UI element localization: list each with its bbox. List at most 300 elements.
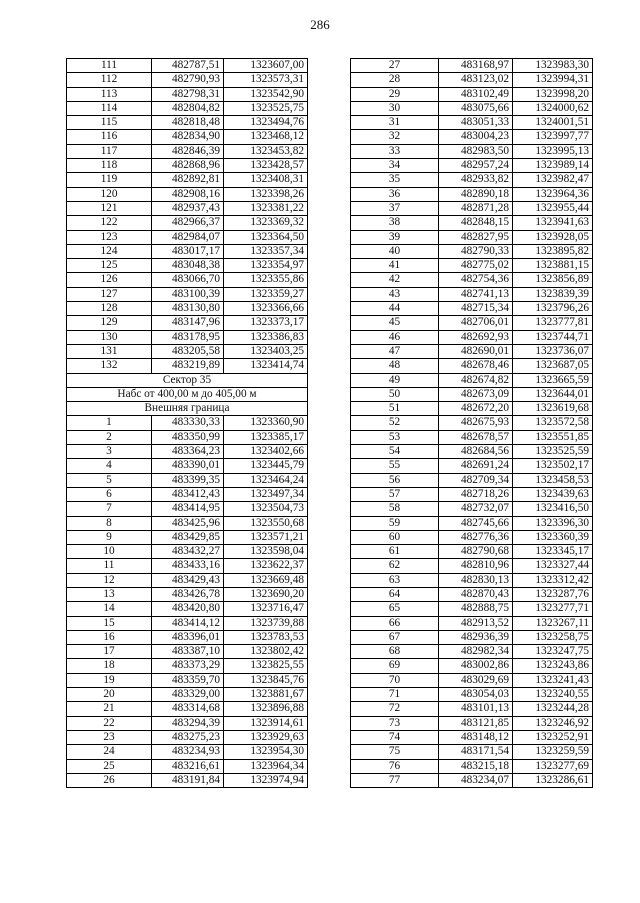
- table-row: [351, 373, 593, 387]
- table-row: [351, 416, 593, 430]
- x-coordinate: 482675,93: [439, 416, 513, 430]
- table-row: [67, 73, 308, 87]
- point-number: 47: [351, 344, 439, 358]
- table-row: [351, 144, 593, 158]
- y-coordinate: 1323373,17: [224, 316, 308, 330]
- point-number: 132: [67, 359, 152, 373]
- table-row: [351, 645, 593, 659]
- point-number: 36: [351, 187, 439, 201]
- y-coordinate: 1323622,37: [224, 559, 308, 573]
- x-coordinate: 482787,51: [152, 59, 224, 73]
- y-coordinate: 1323665,59: [513, 373, 593, 387]
- y-coordinate: 1323928,05: [513, 230, 593, 244]
- y-coordinate: 1323354,97: [224, 259, 308, 273]
- table-row: [67, 702, 308, 716]
- x-coordinate: 482827,95: [439, 230, 513, 244]
- table-row: [351, 330, 593, 344]
- point-number: 128: [67, 302, 152, 316]
- point-number: 63: [351, 573, 439, 587]
- table-row: [67, 559, 308, 573]
- point-number: 121: [67, 201, 152, 215]
- point-number: 113: [67, 87, 152, 101]
- table-row: [67, 688, 308, 702]
- y-coordinate: 1323644,01: [513, 387, 593, 401]
- table-row: [67, 587, 308, 601]
- table-row: [67, 59, 308, 73]
- y-coordinate: 1323687,05: [513, 359, 593, 373]
- table-row: [67, 144, 308, 158]
- y-coordinate: 1323598,04: [224, 545, 308, 559]
- y-coordinate: 1323360,90: [224, 416, 308, 430]
- point-number: 4: [67, 459, 152, 473]
- point-number: 58: [351, 502, 439, 516]
- y-coordinate: 1323246,92: [513, 716, 593, 730]
- table-row: [351, 487, 593, 501]
- y-coordinate: 1323571,21: [224, 530, 308, 544]
- point-number: 57: [351, 487, 439, 501]
- point-number: 62: [351, 559, 439, 573]
- table-row: [67, 216, 308, 230]
- table-row: [351, 759, 593, 773]
- y-coordinate: 1323445,79: [224, 459, 308, 473]
- point-number: 23: [67, 730, 152, 744]
- x-coordinate: 482848,15: [439, 216, 513, 230]
- x-coordinate: 483130,80: [152, 302, 224, 316]
- table-row: [351, 659, 593, 673]
- y-coordinate: 1323267,11: [513, 616, 593, 630]
- point-number: 126: [67, 273, 152, 287]
- y-coordinate: 1323240,55: [513, 688, 593, 702]
- x-coordinate: 483100,39: [152, 287, 224, 301]
- table-row: [351, 230, 593, 244]
- table-row: [67, 516, 308, 530]
- x-coordinate: 483364,23: [152, 445, 224, 459]
- point-number: 21: [67, 702, 152, 716]
- point-number: 53: [351, 430, 439, 444]
- x-coordinate: 483414,12: [152, 616, 224, 630]
- point-number: 25: [67, 759, 152, 773]
- y-coordinate: 1323525,75: [224, 101, 308, 115]
- table-row: [67, 173, 308, 187]
- x-coordinate: 483215,18: [439, 759, 513, 773]
- point-number: 68: [351, 645, 439, 659]
- x-coordinate: 483329,00: [152, 688, 224, 702]
- y-coordinate: 1323839,39: [513, 287, 593, 301]
- x-coordinate: 482745,66: [439, 516, 513, 530]
- point-number: 41: [351, 259, 439, 273]
- x-coordinate: 482937,43: [152, 201, 224, 215]
- point-number: 54: [351, 445, 439, 459]
- x-coordinate: 483168,97: [439, 59, 513, 73]
- x-coordinate: 483054,03: [439, 688, 513, 702]
- point-number: 61: [351, 545, 439, 559]
- x-coordinate: 482790,93: [152, 73, 224, 87]
- y-coordinate: 1323312,42: [513, 573, 593, 587]
- table-row: [67, 344, 308, 358]
- x-coordinate: 483148,12: [439, 730, 513, 744]
- point-number: 8: [67, 516, 152, 530]
- table-row: [67, 487, 308, 501]
- point-number: 117: [67, 144, 152, 158]
- boundary-title-row: [67, 402, 308, 416]
- y-coordinate: 1323998,20: [513, 87, 593, 101]
- x-coordinate: 483147,96: [152, 316, 224, 330]
- x-coordinate: 482741,13: [439, 287, 513, 301]
- y-coordinate: 1323464,24: [224, 473, 308, 487]
- point-number: 46: [351, 330, 439, 344]
- y-coordinate: 1323359,27: [224, 287, 308, 301]
- x-coordinate: 483414,95: [152, 502, 224, 516]
- x-coordinate: 483396,01: [152, 630, 224, 644]
- point-number: 74: [351, 730, 439, 744]
- y-coordinate: 1323982,47: [513, 173, 593, 187]
- table-row: [351, 287, 593, 301]
- point-number: 19: [67, 673, 152, 687]
- y-coordinate: 1323416,50: [513, 502, 593, 516]
- point-number: 38: [351, 216, 439, 230]
- point-number: 3: [67, 445, 152, 459]
- page-number: 286: [310, 17, 330, 32]
- table-row: [351, 616, 593, 630]
- x-coordinate: 482798,31: [152, 87, 224, 101]
- point-number: 127: [67, 287, 152, 301]
- x-coordinate: 483330,33: [152, 416, 224, 430]
- point-number: 42: [351, 273, 439, 287]
- point-number: 30: [351, 101, 439, 115]
- table-row: [67, 630, 308, 644]
- y-coordinate: 1323396,30: [513, 516, 593, 530]
- point-number: 119: [67, 173, 152, 187]
- point-number: 118: [67, 159, 152, 173]
- x-coordinate: 482818,48: [152, 116, 224, 130]
- y-coordinate: 1323468,12: [224, 130, 308, 144]
- point-number: 48: [351, 359, 439, 373]
- point-number: 28: [351, 73, 439, 87]
- table-row: [67, 116, 308, 130]
- point-number: 59: [351, 516, 439, 530]
- table-row: [67, 445, 308, 459]
- y-coordinate: 1323941,63: [513, 216, 593, 230]
- y-coordinate: 1323366,66: [224, 302, 308, 316]
- point-number: 20: [67, 688, 152, 702]
- point-number: 37: [351, 201, 439, 215]
- table-row: [351, 773, 593, 787]
- point-number: 2: [67, 430, 152, 444]
- sector-range: Набс от 400,00 м до 405,00 м: [67, 387, 308, 401]
- table-row: [67, 230, 308, 244]
- table-row: [67, 659, 308, 673]
- table-row: [351, 116, 593, 130]
- point-number: 123: [67, 230, 152, 244]
- point-number: 51: [351, 402, 439, 416]
- x-coordinate: 483234,07: [439, 773, 513, 787]
- x-coordinate: 483425,96: [152, 516, 224, 530]
- point-number: 11: [67, 559, 152, 573]
- table-row: [67, 101, 308, 115]
- x-coordinate: 483205,58: [152, 344, 224, 358]
- x-coordinate: 482830,13: [439, 573, 513, 587]
- table-row: [67, 359, 308, 373]
- table-row: [67, 187, 308, 201]
- point-number: 17: [67, 645, 152, 659]
- y-coordinate: 1323896,88: [224, 702, 308, 716]
- x-coordinate: 482754,36: [439, 273, 513, 287]
- y-coordinate: 1323542,90: [224, 87, 308, 101]
- table-row: [67, 759, 308, 773]
- point-number: 40: [351, 244, 439, 258]
- table-row: [351, 630, 593, 644]
- y-coordinate: 1323525,59: [513, 445, 593, 459]
- y-coordinate: 1323385,17: [224, 430, 308, 444]
- sector-title: Сектор 35: [67, 373, 308, 387]
- point-number: 66: [351, 616, 439, 630]
- x-coordinate: 482810,96: [439, 559, 513, 573]
- y-coordinate: 1323403,25: [224, 344, 308, 358]
- y-coordinate: 1323955,44: [513, 201, 593, 215]
- x-coordinate: 482709,34: [439, 473, 513, 487]
- x-coordinate: 482892,81: [152, 173, 224, 187]
- x-coordinate: 482908,16: [152, 187, 224, 201]
- point-number: 72: [351, 702, 439, 716]
- table-row: [67, 545, 308, 559]
- x-coordinate: 482732,07: [439, 502, 513, 516]
- table-row: [67, 459, 308, 473]
- point-number: 35: [351, 173, 439, 187]
- y-coordinate: 1323881,15: [513, 259, 593, 273]
- point-number: 26: [67, 773, 152, 787]
- table-row: [351, 688, 593, 702]
- sector-range-row: [67, 387, 308, 401]
- table-row: [351, 545, 593, 559]
- table-row: [67, 716, 308, 730]
- table-row: [67, 416, 308, 430]
- point-number: 56: [351, 473, 439, 487]
- point-number: 16: [67, 630, 152, 644]
- x-coordinate: 482982,34: [439, 645, 513, 659]
- y-coordinate: 1323414,74: [224, 359, 308, 373]
- point-number: 6: [67, 487, 152, 501]
- point-number: 76: [351, 759, 439, 773]
- point-number: 39: [351, 230, 439, 244]
- table-row: [351, 73, 593, 87]
- y-coordinate: 1323619,68: [513, 402, 593, 416]
- x-coordinate: 482870,43: [439, 587, 513, 601]
- x-coordinate: 483359,70: [152, 673, 224, 687]
- x-coordinate: 482871,28: [439, 201, 513, 215]
- table-row: [67, 259, 308, 273]
- x-coordinate: 483102,49: [439, 87, 513, 101]
- sector-title-row: [67, 373, 308, 387]
- x-coordinate: 483433,16: [152, 559, 224, 573]
- boundary-title: Внешняя граница: [67, 402, 308, 416]
- table-row: [351, 473, 593, 487]
- y-coordinate: 1323964,36: [513, 187, 593, 201]
- y-coordinate: 1323895,82: [513, 244, 593, 258]
- x-coordinate: 483004,23: [439, 130, 513, 144]
- table-row: [351, 730, 593, 744]
- point-number: 44: [351, 302, 439, 316]
- point-number: 69: [351, 659, 439, 673]
- y-coordinate: 1323357,34: [224, 244, 308, 258]
- x-coordinate: 482834,90: [152, 130, 224, 144]
- y-coordinate: 1323364,50: [224, 230, 308, 244]
- table-row: [67, 430, 308, 444]
- y-coordinate: 1323974,94: [224, 773, 308, 787]
- x-coordinate: 482718,26: [439, 487, 513, 501]
- point-number: 75: [351, 745, 439, 759]
- y-coordinate: 1323690,20: [224, 587, 308, 601]
- point-number: 7: [67, 502, 152, 516]
- table-row: [67, 645, 308, 659]
- x-coordinate: 482692,93: [439, 330, 513, 344]
- x-coordinate: 483429,85: [152, 530, 224, 544]
- point-number: 27: [351, 59, 439, 73]
- point-number: 67: [351, 630, 439, 644]
- x-coordinate: 483075,66: [439, 101, 513, 115]
- x-coordinate: 483123,02: [439, 73, 513, 87]
- x-coordinate: 482936,39: [439, 630, 513, 644]
- y-coordinate: 1323428,57: [224, 159, 308, 173]
- point-number: 50: [351, 387, 439, 401]
- table-row: [67, 473, 308, 487]
- y-coordinate: 1323360,39: [513, 530, 593, 544]
- point-number: 33: [351, 144, 439, 158]
- table-row: [67, 330, 308, 344]
- x-coordinate: 482691,24: [439, 459, 513, 473]
- point-number: 131: [67, 344, 152, 358]
- x-coordinate: 483426,78: [152, 587, 224, 601]
- table-row: [351, 430, 593, 444]
- point-number: 34: [351, 159, 439, 173]
- x-coordinate: 482983,50: [439, 144, 513, 158]
- point-number: 111: [67, 59, 152, 73]
- table-row: [67, 201, 308, 215]
- y-coordinate: 1323243,86: [513, 659, 593, 673]
- table-row: [67, 773, 308, 787]
- point-number: 43: [351, 287, 439, 301]
- y-coordinate: 1323989,14: [513, 159, 593, 173]
- table-row: [351, 101, 593, 115]
- table-row: [351, 745, 593, 759]
- table-row: [67, 273, 308, 287]
- point-number: 24: [67, 745, 152, 759]
- y-coordinate: 1323914,61: [224, 716, 308, 730]
- point-number: 22: [67, 716, 152, 730]
- x-coordinate: 483178,95: [152, 330, 224, 344]
- y-coordinate: 1323825,55: [224, 659, 308, 673]
- y-coordinate: 1323964,34: [224, 759, 308, 773]
- table-row: [351, 673, 593, 687]
- y-coordinate: 1323277,69: [513, 759, 593, 773]
- x-coordinate: 482706,01: [439, 316, 513, 330]
- point-number: 124: [67, 244, 152, 258]
- point-number: 71: [351, 688, 439, 702]
- y-coordinate: 1323802,42: [224, 645, 308, 659]
- x-coordinate: 482674,82: [439, 373, 513, 387]
- point-number: 13: [67, 587, 152, 601]
- point-number: 125: [67, 259, 152, 273]
- x-coordinate: 482776,36: [439, 530, 513, 544]
- y-coordinate: 1323983,30: [513, 59, 593, 73]
- x-coordinate: 483191,84: [152, 773, 224, 787]
- table-row: [67, 673, 308, 687]
- table-row: [351, 316, 593, 330]
- y-coordinate: 1323783,53: [224, 630, 308, 644]
- y-coordinate: 1323241,43: [513, 673, 593, 687]
- x-coordinate: 483390,01: [152, 459, 224, 473]
- point-number: 129: [67, 316, 152, 330]
- point-number: 14: [67, 602, 152, 616]
- table-row: [67, 745, 308, 759]
- y-coordinate: 1324000,62: [513, 101, 593, 115]
- x-coordinate: 483412,43: [152, 487, 224, 501]
- y-coordinate: 1323259,59: [513, 745, 593, 759]
- table-row: [351, 359, 593, 373]
- table-row: [351, 87, 593, 101]
- x-coordinate: 482678,46: [439, 359, 513, 373]
- x-coordinate: 483029,69: [439, 673, 513, 687]
- x-coordinate: 483051,33: [439, 116, 513, 130]
- table-row: [351, 502, 593, 516]
- x-coordinate: 482888,75: [439, 602, 513, 616]
- y-coordinate: 1323286,61: [513, 773, 593, 787]
- x-coordinate: 482890,18: [439, 187, 513, 201]
- x-coordinate: 482673,09: [439, 387, 513, 401]
- point-number: 73: [351, 716, 439, 730]
- coordinates-table-left: [66, 58, 308, 788]
- y-coordinate: 1323796,26: [513, 302, 593, 316]
- table-row: [67, 730, 308, 744]
- y-coordinate: 1323845,76: [224, 673, 308, 687]
- y-coordinate: 1323994,31: [513, 73, 593, 87]
- table-row: [351, 559, 593, 573]
- point-number: 5: [67, 473, 152, 487]
- x-coordinate: 482672,20: [439, 402, 513, 416]
- table-row: [351, 59, 593, 73]
- y-coordinate: 1323997,77: [513, 130, 593, 144]
- table-row: [351, 573, 593, 587]
- point-number: 45: [351, 316, 439, 330]
- y-coordinate: 1323386,83: [224, 330, 308, 344]
- y-coordinate: 1323369,32: [224, 216, 308, 230]
- point-number: 115: [67, 116, 152, 130]
- y-coordinate: 1323669,48: [224, 573, 308, 587]
- x-coordinate: 483121,85: [439, 716, 513, 730]
- table-row: [351, 602, 593, 616]
- table-row: [67, 602, 308, 616]
- y-coordinate: 1323345,17: [513, 545, 593, 559]
- y-coordinate: 1323247,75: [513, 645, 593, 659]
- x-coordinate: 483002,86: [439, 659, 513, 673]
- y-coordinate: 1323458,53: [513, 473, 593, 487]
- table-row: [351, 516, 593, 530]
- x-coordinate: 482966,37: [152, 216, 224, 230]
- x-coordinate: 482868,96: [152, 159, 224, 173]
- x-coordinate: 483387,10: [152, 645, 224, 659]
- x-coordinate: 482846,39: [152, 144, 224, 158]
- coordinates-table-right: [350, 58, 593, 788]
- y-coordinate: 1323439,63: [513, 487, 593, 501]
- point-number: 116: [67, 130, 152, 144]
- y-coordinate: 1323244,28: [513, 702, 593, 716]
- point-number: 60: [351, 530, 439, 544]
- y-coordinate: 1323744,71: [513, 330, 593, 344]
- table-row: [351, 402, 593, 416]
- y-coordinate: 1323856,89: [513, 273, 593, 287]
- y-coordinate: 1323551,85: [513, 430, 593, 444]
- y-coordinate: 1323572,58: [513, 416, 593, 430]
- y-coordinate: 1323929,63: [224, 730, 308, 744]
